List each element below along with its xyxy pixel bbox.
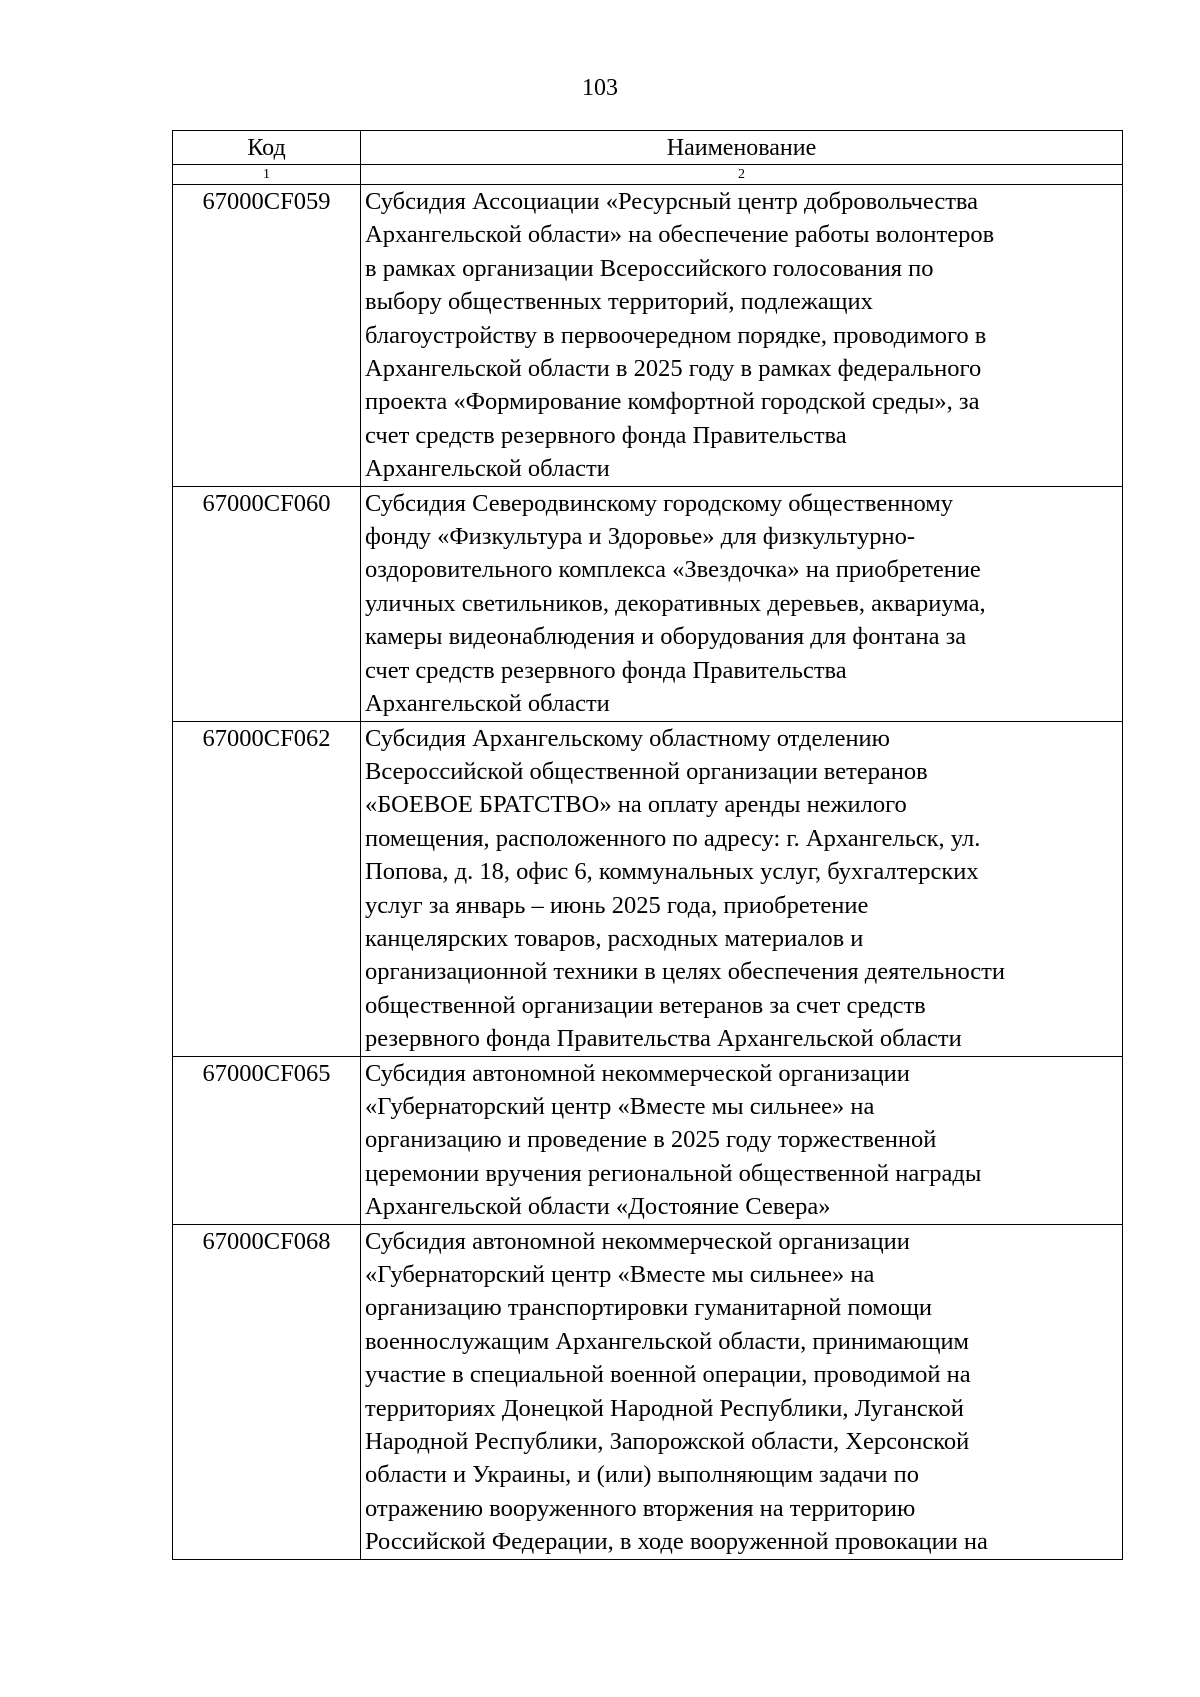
header-name: Наименование bbox=[361, 131, 1123, 165]
name-cell bbox=[361, 1056, 1123, 1224]
column-number-name: 2 bbox=[361, 165, 1123, 185]
column-number-row bbox=[173, 165, 1123, 185]
table-row bbox=[173, 721, 1123, 1056]
name-line: оздоровительного комплекса «Звездочка» на приобретение bbox=[365, 556, 981, 584]
table-row bbox=[173, 1056, 1123, 1224]
name-line: военнослужащим Архангельской области, принимающим bbox=[365, 1327, 970, 1355]
name-line: Субсидия Ассоциации «Ресурсный центр добровольчества bbox=[365, 188, 979, 215]
name-line: участие в специальной военной операции, проводимой на bbox=[365, 1361, 971, 1389]
name-line: общественной организации ветеранов за счет средств bbox=[365, 991, 926, 1019]
code-cell: 67000CF068 bbox=[173, 1224, 361, 1559]
page-number: 103 bbox=[582, 75, 618, 101]
table-row bbox=[173, 1224, 1123, 1559]
budget-code-table bbox=[172, 130, 1123, 1560]
name-line: организацию и проведение в 2025 году торжественной bbox=[365, 1126, 937, 1154]
name-line: Субсидия Архангельскому областному отделению bbox=[365, 724, 890, 752]
name-line: услуг за январь – июнь 2025 года, приобретение bbox=[365, 891, 869, 919]
name-line: проекта «Формирование комфортной городской среды», за bbox=[365, 388, 980, 416]
name-line: благоустройству в первоочередном порядке, проводимого в bbox=[365, 321, 987, 349]
name-line: Архангельской области bbox=[365, 690, 610, 718]
name-line: счет средств резервного фонда Правительства bbox=[365, 421, 847, 449]
name-line: Субсидия Северодвинскому городскому общественному bbox=[365, 489, 953, 517]
name-line: Архангельской области в 2025 году в рамках федерального bbox=[365, 355, 982, 383]
name-line: уличных светильников, декоративных деревьев, аквариума, bbox=[365, 589, 986, 617]
name-line: «Губернаторский центр «Вместе мы сильнее» на bbox=[365, 1092, 875, 1120]
name-cell bbox=[361, 185, 1123, 487]
name-line: церемонии вручения региональной общественной награды bbox=[365, 1159, 982, 1187]
name-line: канцелярских товаров, расходных материалов и bbox=[365, 924, 864, 952]
name-line: организацию транспортировки гуманитарной помощи bbox=[365, 1294, 933, 1322]
code-cell: 67000CF065 bbox=[173, 1056, 361, 1224]
name-line: Всероссийской общественной организации ветеранов bbox=[365, 757, 928, 785]
name-line: в рамках организации Всероссийского голосования по bbox=[365, 254, 934, 282]
name-line: Российской Федерации, в ходе вооруженной провокации на bbox=[365, 1528, 988, 1556]
name-line: камеры видеонаблюдения и оборудования для фонтана за bbox=[365, 623, 967, 651]
name-line: области и Украины, и (или) выполняющим задачи по bbox=[365, 1461, 919, 1489]
column-number-code: 1 bbox=[173, 165, 361, 185]
table-row bbox=[173, 185, 1123, 487]
name-line: отражению вооруженного вторжения на территорию bbox=[365, 1494, 916, 1522]
name-line: «БОЕВОЕ БРАТСТВО» на оплату аренды нежилого bbox=[365, 791, 907, 819]
code-cell: 67000CF060 bbox=[173, 486, 361, 721]
name-line: территориях Донецкой Народной Республики, Луганской bbox=[365, 1394, 964, 1422]
name-line: Архангельской области» на обеспечение работы волонтеров bbox=[365, 221, 995, 249]
table-body bbox=[173, 131, 1123, 1560]
table-row bbox=[173, 486, 1123, 721]
name-line: Архангельской области bbox=[365, 455, 610, 483]
name-line: Попова, д. 18, офис 6, коммунальных услуг, бухгалтерских bbox=[365, 858, 979, 886]
name-line: Народной Республики, Запорожской области, Херсонской bbox=[365, 1428, 970, 1456]
code-cell: 67000CF059 bbox=[173, 185, 361, 487]
name-line: Архангельской области «Достояние Севера» bbox=[365, 1193, 831, 1221]
header-code: Код bbox=[173, 131, 361, 165]
name-line: помещения, расположенного по адресу: г. Архангельск, ул. bbox=[365, 824, 981, 852]
name-line: резервного фонда Правительства Архангельской области bbox=[365, 1025, 962, 1053]
name-cell bbox=[361, 486, 1123, 721]
name-line: Субсидия автономной некоммерческой организации bbox=[365, 1059, 910, 1087]
table-header-row bbox=[173, 131, 1123, 165]
name-cell bbox=[361, 1224, 1123, 1559]
code-cell: 67000CF062 bbox=[173, 721, 361, 1056]
name-line: «Губернаторский центр «Вместе мы сильнее» на bbox=[365, 1261, 875, 1288]
name-line: счет средств резервного фонда Правительства bbox=[365, 656, 847, 684]
name-line: выбору общественных территорий, подлежащих bbox=[365, 288, 873, 316]
name-line: организационной техники в целях обеспечения деятельности bbox=[365, 958, 1005, 986]
name-cell bbox=[361, 721, 1123, 1056]
name-line: Субсидия автономной некоммерческой организации bbox=[365, 1227, 910, 1255]
name-line: фонду «Физкультура и Здоровье» для физкультурно- bbox=[365, 523, 916, 551]
